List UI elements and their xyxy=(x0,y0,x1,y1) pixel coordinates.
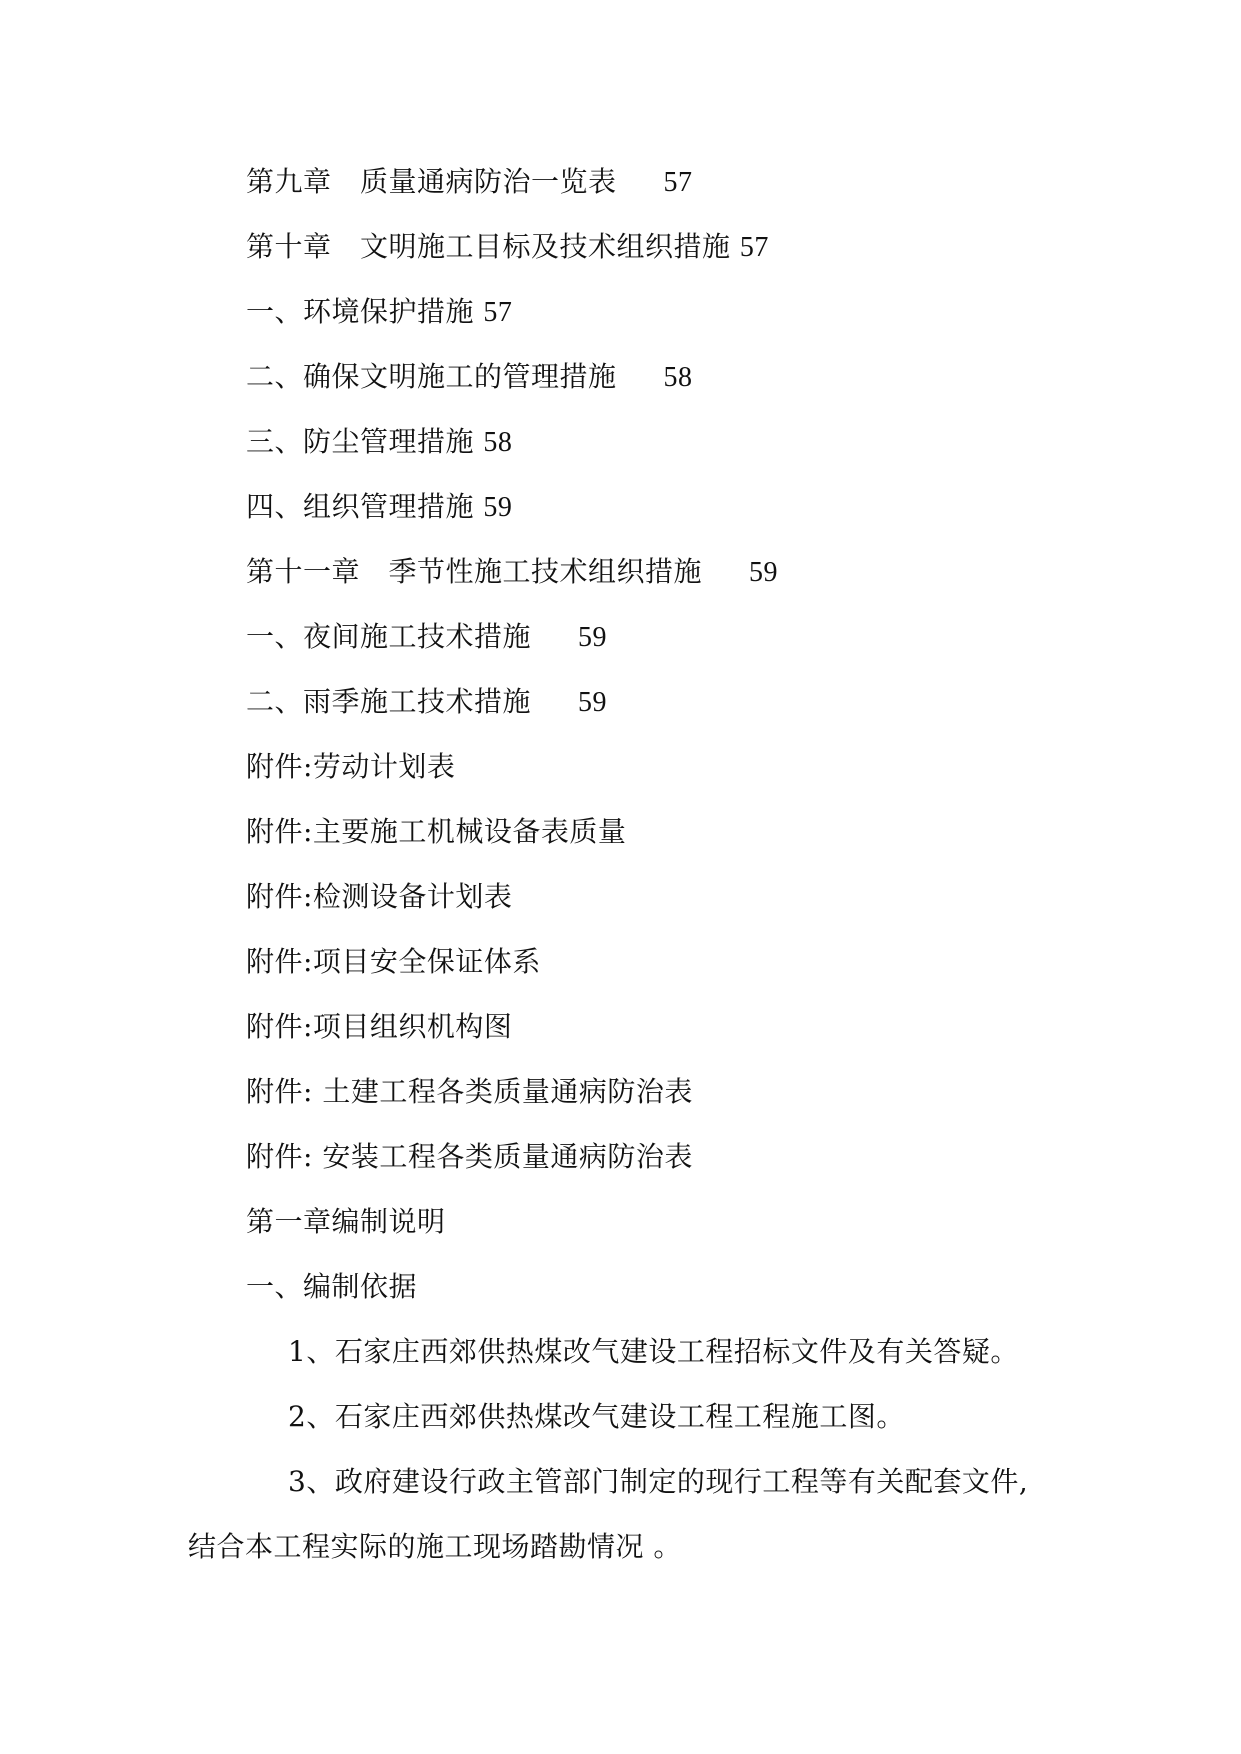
toc-title: 四、组织管理措施 xyxy=(246,490,475,523)
attachment-line: 附件: 土建工程各类质量通病防治表 xyxy=(246,1075,693,1108)
toc-title: 二、确保文明施工的管理措施 xyxy=(246,360,617,393)
toc-page-number: 57 xyxy=(483,297,513,328)
toc-page-number: 58 xyxy=(483,427,513,458)
basis-item: 1、石家庄西郊供热煤改气建设工程招标文件及有关答疑。 xyxy=(288,1335,1019,1368)
basis-item: 2、石家庄西郊供热煤改气建设工程工程施工图。 xyxy=(288,1400,905,1433)
toc-entry xyxy=(246,424,512,461)
toc-entry xyxy=(246,489,512,526)
chapter-heading: 第一章编制说明 xyxy=(246,1205,446,1238)
toc-page-number: 59 xyxy=(578,622,608,653)
section-heading: 一、编制依据 xyxy=(246,1270,418,1303)
toc-page-number: 59 xyxy=(578,687,608,718)
toc-title: 二、雨季施工技术措施 xyxy=(246,685,532,718)
attachment-line: 附件:劳动计划表 xyxy=(246,750,456,783)
toc-entry xyxy=(246,294,512,331)
toc-entry xyxy=(246,164,693,201)
toc-title: 一、环境保护措施 xyxy=(246,295,475,328)
attachment-line: 附件:检测设备计划表 xyxy=(246,880,513,913)
attachment-line: 附件: 安装工程各类质量通病防治表 xyxy=(246,1140,693,1173)
toc-entry xyxy=(246,554,778,591)
toc-page-number: 58 xyxy=(663,362,693,393)
basis-item: 3、政府建设行政主管部门制定的现行工程等有关配套文件, xyxy=(288,1465,1029,1498)
attachment-line: 附件:项目安全保证体系 xyxy=(246,945,541,978)
toc-title: 第九章 质量通病防治一览表 xyxy=(246,165,617,198)
toc-title: 第十章 文明施工目标及技术组织措施 xyxy=(246,230,731,263)
attachment-line: 附件:项目组织机构图 xyxy=(246,1010,513,1043)
toc-title: 第十一章 季节性施工技术组织措施 xyxy=(246,555,703,588)
toc-page-number: 57 xyxy=(739,232,769,263)
toc-entry xyxy=(246,684,607,721)
paragraph-continuation: 结合本工程实际的施工现场踏勘情况 。 xyxy=(188,1530,682,1563)
toc-entry xyxy=(246,359,693,396)
toc-page-number: 59 xyxy=(749,557,779,588)
attachment-line: 附件:主要施工机械设备表质量 xyxy=(246,815,627,848)
toc-page-number: 59 xyxy=(483,492,513,523)
toc-page-number: 57 xyxy=(663,167,693,198)
toc-title: 三、防尘管理措施 xyxy=(246,425,475,458)
toc-title: 一、夜间施工技术措施 xyxy=(246,620,532,653)
toc-entry xyxy=(246,619,607,656)
toc-entry xyxy=(246,229,769,266)
